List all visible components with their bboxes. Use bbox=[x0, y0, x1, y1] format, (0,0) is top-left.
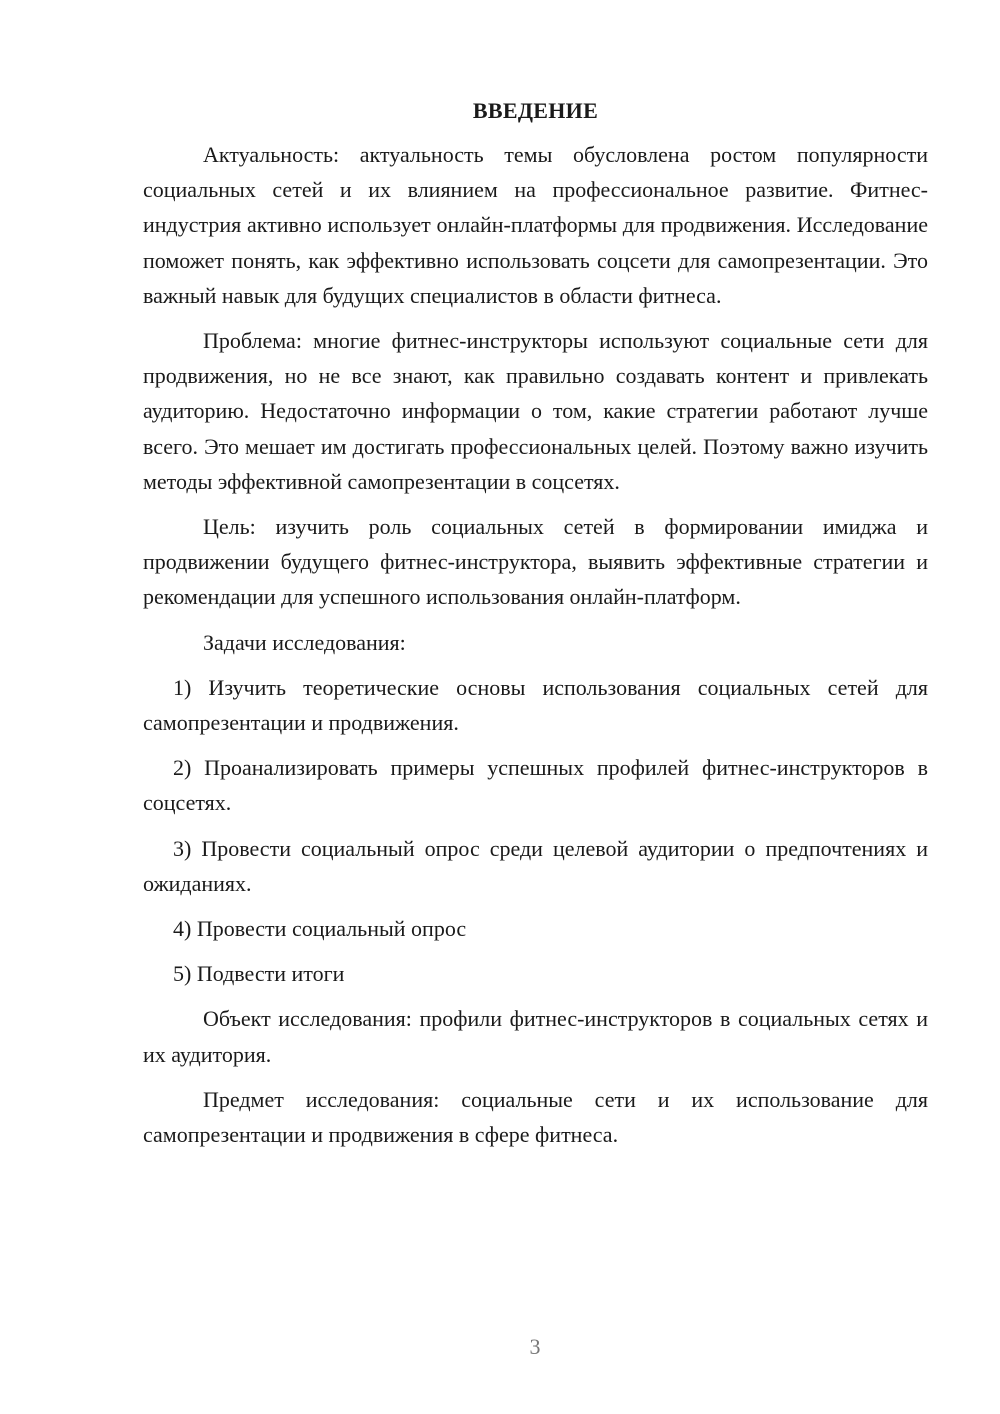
paragraph-relevance: Актуальность: актуальность темы обусловлена ростом популярности социальных сетей и их влиянием на профессиональное развитие. Фитнес-индустрия активно использует онлайн-платформы для продвижения. Исследование поможет понять, как эффективно использовать соцсети для самопрезентации. Это важный навык для будущих специалистов в области фитнеса. bbox=[143, 142, 928, 308]
paragraph-object: Объект исследования: профили фитнес-инструкторов в социальных сетях и их аудитория. bbox=[143, 1006, 928, 1067]
document-body bbox=[143, 95, 928, 1162]
paragraph-problem: Проблема: многие фитнес-инструкторы используют социальные сети для продвижения, но не все знают, как правильно создавать контент и привлекать аудиторию. Недостаточно информации о том, какие стратегии работают лучше всего. Это мешает им достигать профессиональных целей. Поэтому важно изучить методы эффективной самопрезентации в соцсетях. bbox=[143, 328, 928, 494]
tasks-heading: Задачи исследования: bbox=[203, 629, 406, 655]
task-item: 2) Проанализировать примеры успешных профилей фитнес-инструкторов в соцсетях. bbox=[143, 755, 928, 816]
task-item: 4) Провести социальный опрос bbox=[173, 916, 467, 942]
task-item: 1) Изучить теоретические основы использования социальных сетей для самопрезентации и продвижения. bbox=[143, 674, 928, 736]
page-number: 3 bbox=[529, 1334, 541, 1359]
task-item: 3) Провести социальный опрос среди целевой аудитории о предпочтениях и ожиданиях. bbox=[143, 835, 928, 896]
section-title: ВВЕДЕНИЕ bbox=[472, 98, 599, 123]
paragraph-subject: Предмет исследования: социальные сети и их использование для самопрезентации и продвижения в сфере фитнеса. bbox=[143, 1086, 928, 1148]
task-item: 5) Подвести итоги bbox=[173, 961, 345, 987]
paragraph-goal: Цель: изучить роль социальных сетей в формировании имиджа и продвижении будущего фитнес-инструктора, выявить эффективные стратегии и рекомендации для успешного использования онлайн-платформ. bbox=[143, 514, 928, 610]
